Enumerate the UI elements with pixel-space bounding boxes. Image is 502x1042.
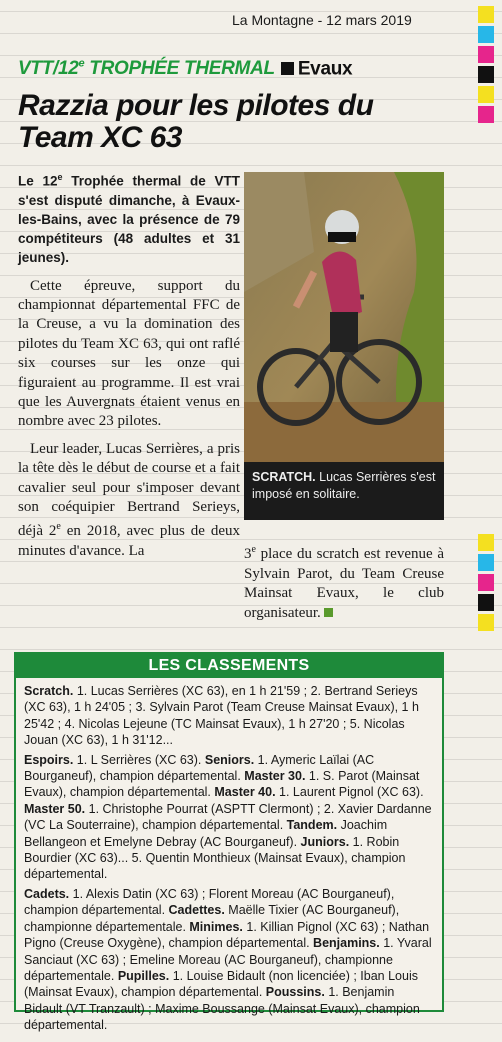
color-swatch [478,66,494,83]
color-swatch [478,6,494,23]
category-results: 1. Benjamin Bidault (VT Tranzault) ; Maxime Boussange (Mainsat Evaux), champion départemental. [24,985,420,1033]
color-bars-top [478,6,496,126]
category-results: 1. S. Parot (Mainsat Evaux), champion départemental. [24,769,420,800]
kicker-location: Evaux [297,58,353,80]
category-results: 1. Laurent Pignol (XC 63). [275,785,424,800]
results-box [14,652,444,1033]
category-label: Benjamins. [313,936,380,951]
results-categories-adults [24,752,434,883]
results-title: LES CLASSEMENTS [16,654,442,678]
category-label: Juniors. [300,834,350,849]
category-results: 1. Robin Bourdier (XC 63)... 5. Quentin Monthieux (Mainsat Evaux), champion départemental. [24,834,406,882]
category-label: Master 30. [244,769,306,784]
end-mark-icon [324,608,333,617]
category-label: Cadets. [24,886,70,901]
black-square-icon [281,62,294,75]
masthead: La Montagne - 12 mars 2019 [232,12,412,28]
category-results: 1. Louise Bidault (non licenciée) ; Iban Louis (Mainsat Evaux), champion départemental. [24,968,418,1000]
category-results: 1. Aymeric Laïlai (AC Bourganeuf), champion départemental. [24,752,375,784]
color-swatch [478,46,494,63]
section-kicker [18,58,352,80]
results-categories-youth [24,886,434,1034]
color-swatch [478,574,494,591]
category-label: Cadettes. [168,903,225,918]
category-label: Master 40. [214,785,276,800]
category-label: Espoirs. [24,752,74,767]
color-swatch [478,106,494,123]
category-results: 1. Yvaral Sanciaut (XC 63) ; Emeline Moreau (AC Bourganeuf), championne départementale. [24,936,432,983]
category-label: Minimes. [189,919,243,934]
category-results: 1. Christophe Pourrat (ASPTT Clermont) ; 2. Xavier Dardanne (VC La Souterraine), champion départemental. [24,801,432,833]
mountain-biker-image [244,172,444,462]
color-swatch [478,534,494,551]
kicker-topic: VTT/12e TROPHÉE THERMAL [18,58,275,80]
photo-caption: SCRATCH. Lucas Serrières s'est imposé en solitaire. [244,462,444,520]
category-results: Maëlle Tixier (AC Bourganeuf), championne départementale. [24,903,400,934]
color-swatch [478,594,494,611]
category-results: 1. Alexis Datin (XC 63) ; Florent Moreau (AC Bourganeuf), champion départemental. [24,886,395,918]
results-scratch: Scratch. 1. Lucas Serrières (XC 63), en 1 h 21'59 ; 2. Bertrand Serieys (XC 63), 1 h 24'05 ; 3. Sylvain Parot (Team Creuse Mainsat Evaux), 1 h 25'42 ; 4. Nicolas Lejeune (TC Mainsat Evaux), 1 h 27'20 ; 5. Nicolas Jouan (XC 63), 1 h 31'12... [24,684,419,748]
color-swatch [478,86,494,103]
article-column-1 [18,168,240,569]
article-paragraph: Leur leader, Lucas Serrières, a pris la tête dès le début de course et a fait cavalier seul pour s'imposer devant son coéquipier Bertrand Serieys, déjà 2e en 2018, avec plus de deux minutes d'avance. La [18,440,241,559]
category-results: 1. Killian Pignol (XC 63) ; Nathan Pigno (Creuse Oxygène), champion départemental. [24,919,430,951]
category-label: Tandem. [286,818,338,833]
category-label: Master 50. [24,801,86,816]
article-column-2: 3e place du scratch est revenue à Sylvain Parot, du Team Creuse Mainsat Evaux, le club organisateur. [244,544,444,621]
color-swatch [478,554,494,571]
category-label: Poussins. [265,985,325,1000]
results-body [16,678,442,1042]
category-results: Joachim Bellangeon et Emelyne Debray (AC Bourganeuf). [24,818,388,849]
category-label: Seniors. [204,752,255,767]
category-results: 1. L Serrières (XC 63). [73,752,205,767]
color-bars-middle [478,534,496,634]
color-swatch [478,614,494,631]
category-label: Pupilles. [117,968,170,983]
cyclist-photo [244,172,444,462]
article-headline: Razzia pour les pilotes du Team XC 63 [18,89,374,154]
article-paragraph: Cette épreuve, support du championnat départemental FFC de la Creuse, a vu la domination des pilotes du Team XC 63, qui ont raflé six courses sur les onze qui figuraient au programme. Il est vrai que les Auvergnats étaient venus en nombre avec 23 pilotes. [18,277,240,430]
color-swatch [478,26,494,43]
article-lead: Le 12e Trophée thermal de VTT s'est disputé dimanche, à Evaux-les-Bains, avec la présence de 79 compétiteurs (48 adultes et 31 jeunes). [18,172,240,265]
